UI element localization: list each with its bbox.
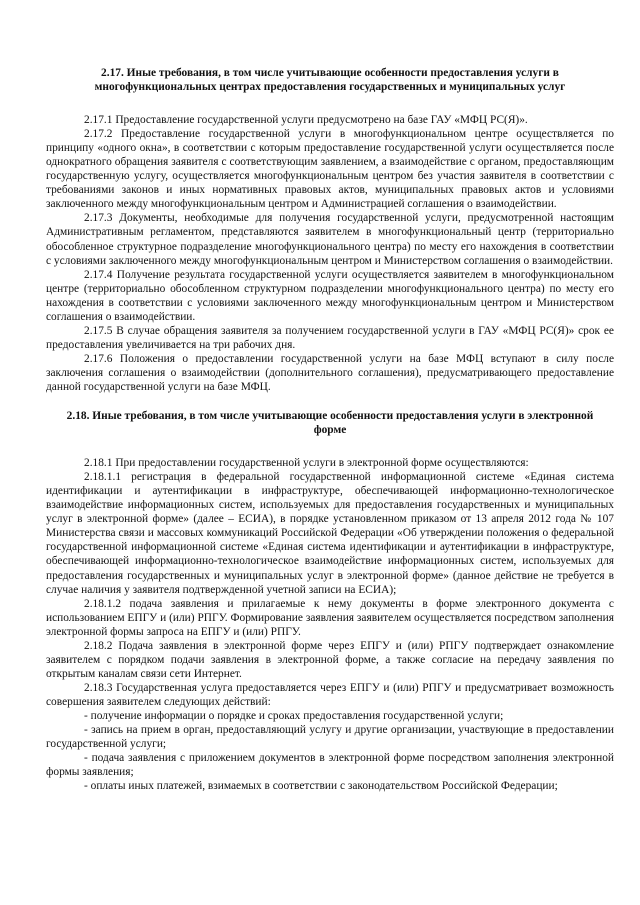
paragraph-2-18-2: 2.18.2 Подача заявления в электронной форме через ЕПГУ и (или) РПГУ подтверждает ознакомление заявителем с порядком подачи заявления в электронной форме, а также согласие на передачу заявления по открытым каналам связи сети Интернет. [46,639,614,680]
paragraph-2-18-1: 2.18.1 При предоставлении государственной услуги в электронной форме осуществляются: [84,457,529,470]
paragraph-2-17-1: 2.17.1 Предоставление государственной услуги предусмотрено на базе ГАУ «МФЦ РС(Я)». [84,114,528,127]
list-item: - запись на прием в орган, предоставляющий услугу и другие организации, участвующие в предоставлении государственной услуги; [46,724,614,751]
spacer [46,94,614,113]
paragraph-2-18-1-1: 2.18.1.1 регистрация в федеральной государственной информационной системе «Единая система идентификации и аутентификации в инфраструктуре, обеспечивающей информационно-технологическое взаимодействие информационных систем, используемых для предоставления государственных и муниципальных услуг в электронной форме» (далее – ЕСИА), в порядке установленном приказом от 13 апреля 2012 года № 107 Министерства связи и массовых коммуникаций Российской Федерации «Об утверждении положения о федеральной государственной информационной системе «Единая система идентификации и аутентификации в инфраструктуре, обеспечивающей информационно-технологическое взаимодействие информационных систем, используемых для предоставления государственных и муниципальных услуг в электронной форме» (данное действие не требуется в случае наличия у заявителя подтвержденной учетной записи на ЕСИА); [46,471,614,596]
spacer [46,437,614,456]
paragraph-2-17-3: 2.17.3 Документы, необходимые для получения государственной услуги, предусмотренной настоящим Административным регламентом, представляются заявителем в многофункциональный центр (территориально обособленное структурное подразделение многофункционального центра) по месту его нахождения в соответствии с условиями заключенного между многофункциональным центром и Министерством соглашения о взаимодействии. [46,212,614,267]
paragraph-2-17-6: 2.17.6 Положения о предоставлении государственной услуги на базе МФЦ вступают в силу после заключения соглашения о взаимодействии (дополнительного соглашения), предусматривающего предоставление данной государственной услуги на базе МФЦ. [46,352,614,393]
document-page [46,66,614,793]
paragraph-2-18-1-2: 2.18.1.2 подача заявления и прилагаемые к нему документы в форме электронного документа с использованием ЕПГУ и (или) РПГУ. Формирование заявления заявителем осуществляется посредством заполнения электронной формы запроса на ЕПГУ и (или) РПГУ. [46,597,614,638]
section-title: 2.17. Иные требования, в том числе учитывающие особенности предоставления услуги в многофункциональных центрах предоставления государственных и муниципальных услуг [94,67,566,94]
paragraph-2-17-5: 2.17.5 В случае обращения заявителя за получением государственной услуги в ГАУ «МФЦ РС(Я)» срок ее предоставления увеличивается на три рабочих дня. [46,324,614,351]
paragraph-2-17-2: 2.17.2 Предоставление государственной услуги в многофункциональном центре осуществляется по принципу «одного окна», в соответствии с которым предоставление государственной услуги осуществляется после однократного обращения заявителя с соответствующим заявлением, а взаимодействие с органом, предоставляющим государственную услугу, осуществляется многофункциональным центром без участия заявителя в соответствии с требованиями законов и иных нормативных правовых актов, муниципальных правовых актов и условиями заключенного между многофункциональным центром и Администрацией соглашения о взаимодействии. [46,128,614,211]
paragraph-2-17-4: 2.17.4 Получение результата государственной услуги осуществляется заявителем в многофункциональном центре (территориально обособленном структурном подразделении многофункционального центра) по месту его нахождения в соответствии с условиями заключенного между многофункциональным центром и Министерством соглашения о взаимодействии. [46,268,614,323]
spacer [46,394,614,409]
section-2-17 [46,66,614,394]
section-title: 2.18. Иные требования, в том числе учитывающие особенности предоставления услуги в электронной форме [66,410,594,437]
list-item: - подача заявления с приложением документов в электронной форме посредством заполнения электронной формы заявления; [46,752,614,779]
list-item: - оплаты иных платежей, взимаемых в соответствии с законодательством Российской Федерации; [84,780,558,793]
list-item: - получение информации о порядке и сроках предоставления государственной услуги; [84,709,504,722]
paragraph-2-18-3: 2.18.3 Государственная услуга предоставляется через ЕПГУ и (или) РПГУ и предусматривает возможность совершения заявителем следующих действий: [46,681,614,708]
section-2-18 [46,409,614,793]
